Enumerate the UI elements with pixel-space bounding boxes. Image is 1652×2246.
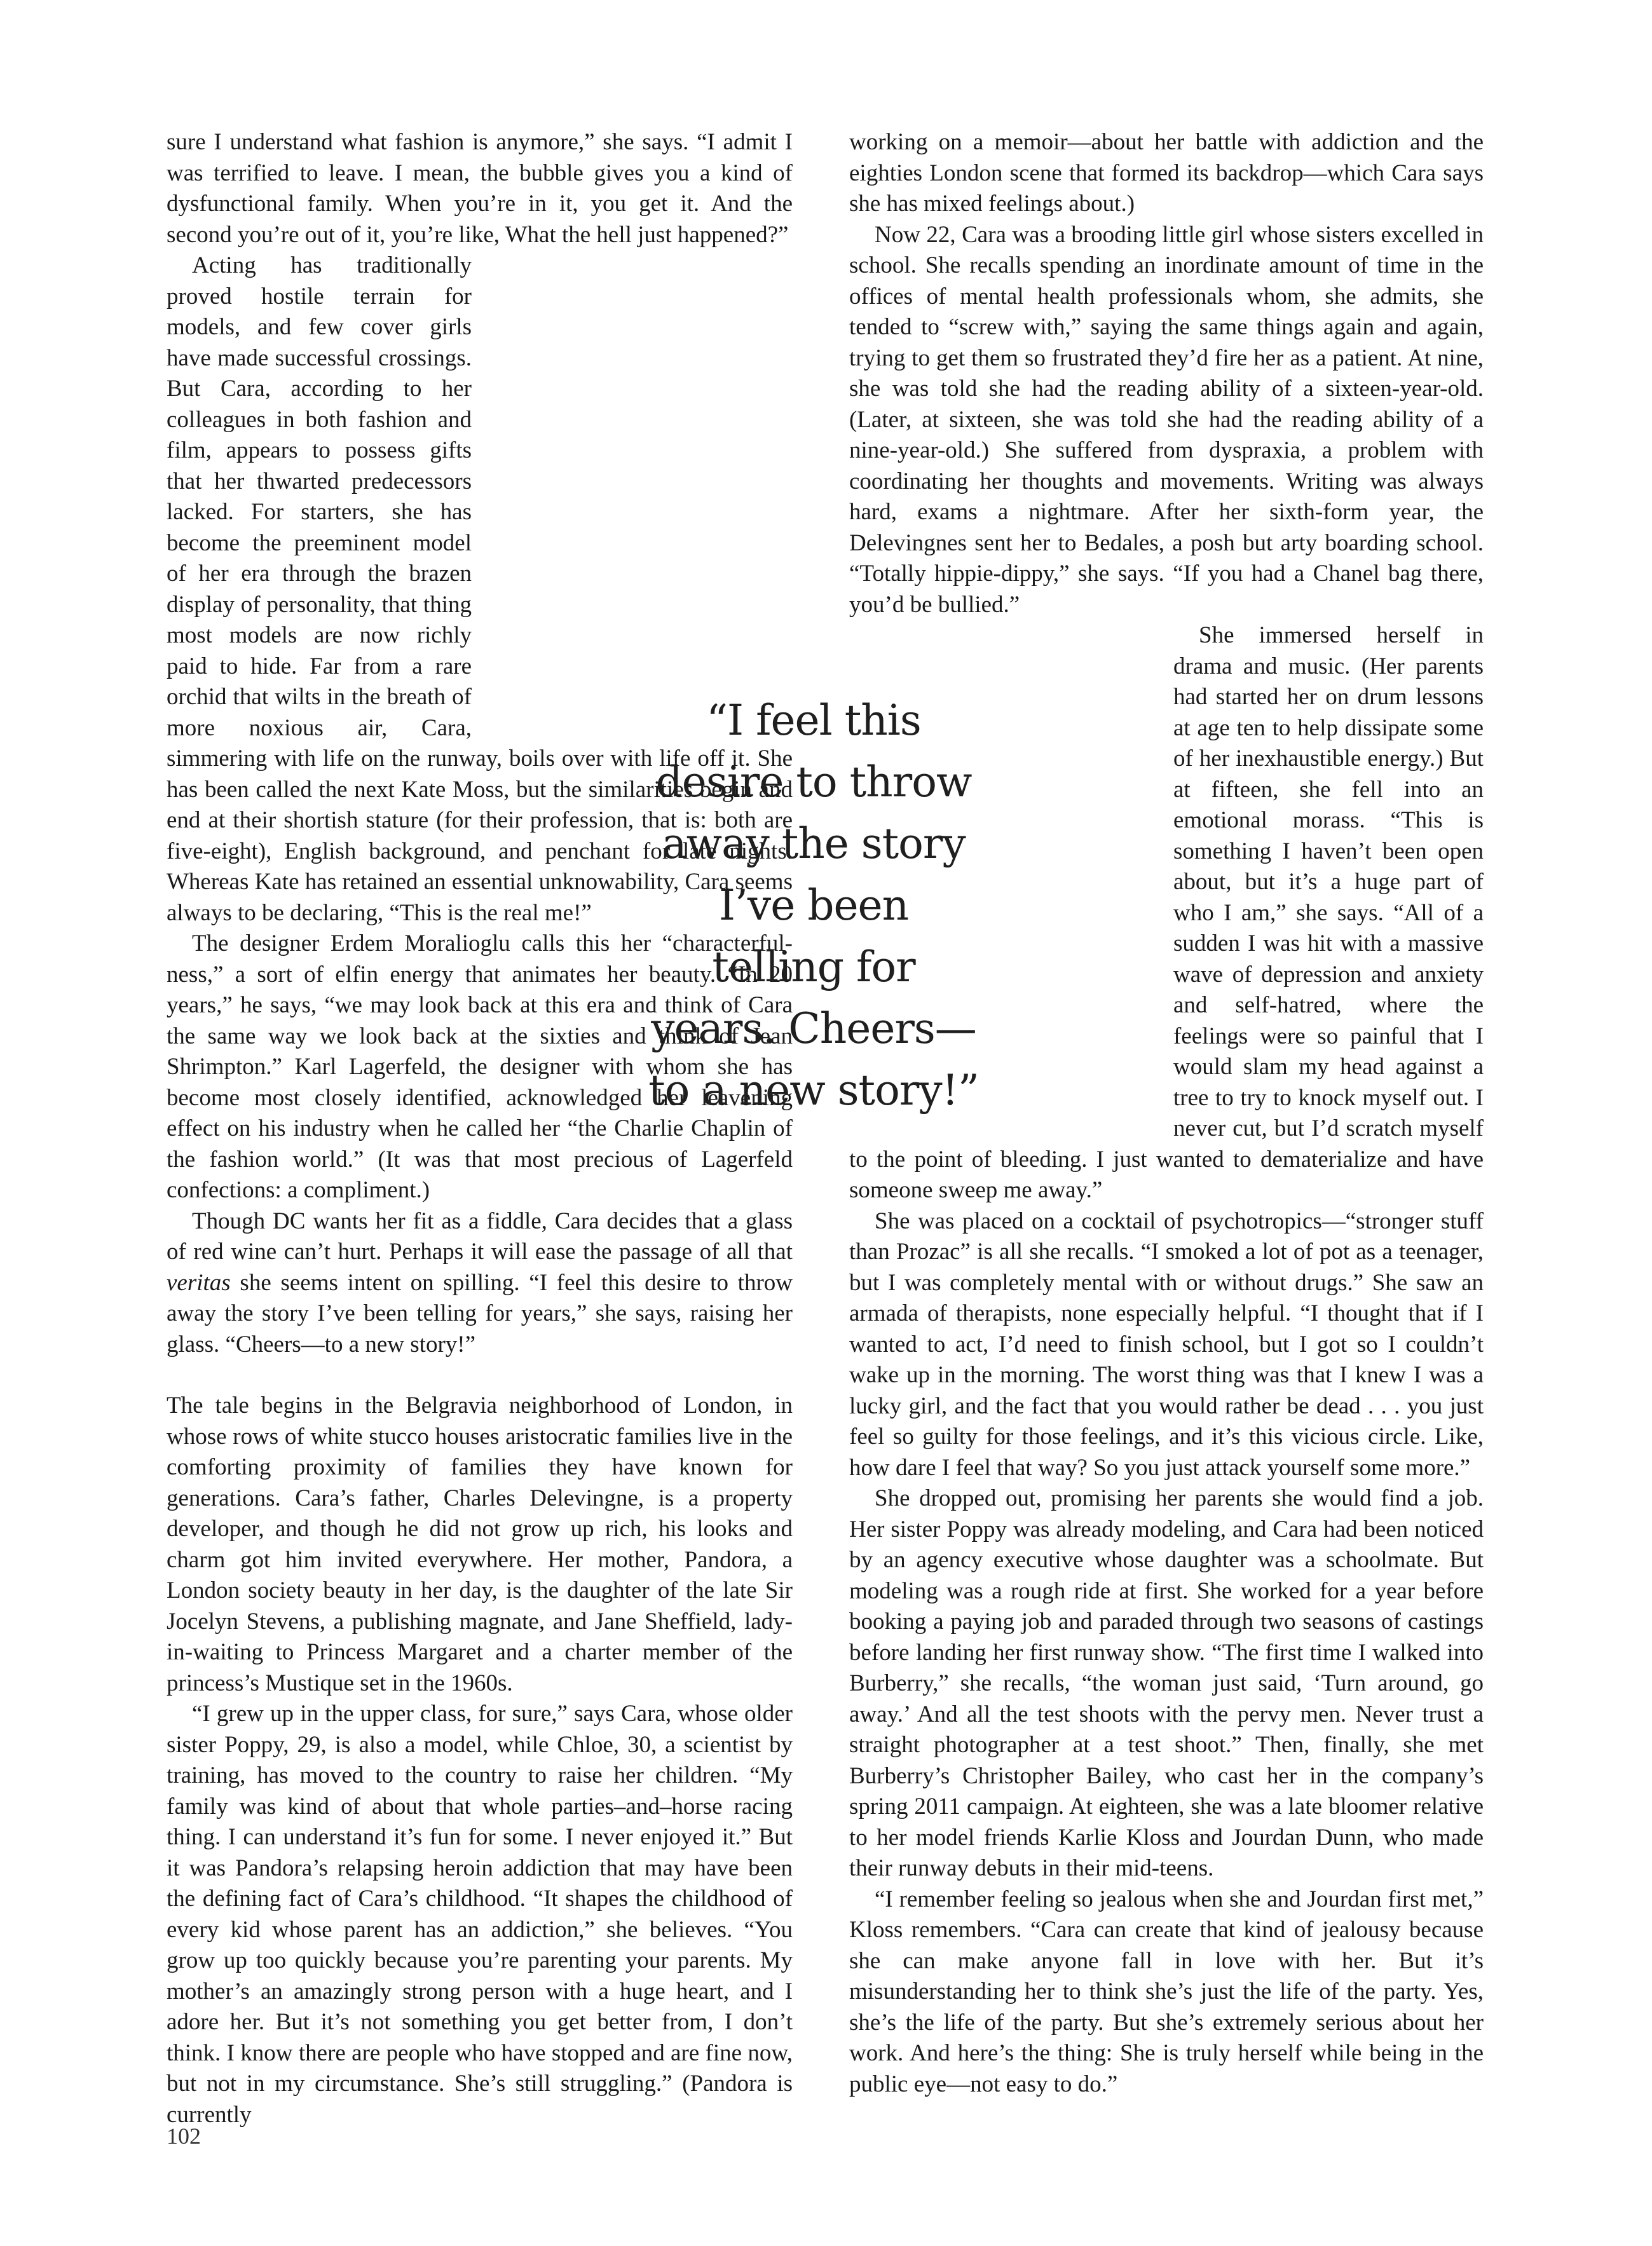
paragraph-text: Acting has traditionally proved hostile terrain for models, and few cover girls have made successful crossings. But Cara, according to her colleagues in both fashion and film, appears to possess gifts that her thwarted predecessors lacked. For starters, she has become the preeminent model of her era through the brazen display of personality, that thing most models are now richly paid to hide. Far from a rare orchid that wilts in the breath of more noxious air, Cara, simmering with life on the runway, boils over with life off it. She has been called the next Kate Moss, but the similarities begin and end at their shortish stature (for their profession, that is: both are five-eight), English background, and penchant for late nights. Whereas Kate has retained an essential unknowability, Cara seems always to be declaring, “This is the real me!” xyxy=(167,252,793,926)
paragraph: She dropped out, promising her parents she would find a job. Her sister Poppy was already modeling, and Cara had been noticed by an agency executive whose daughter was a schoolmate. But modeling was a rough ride at first. She worked for a year before booking a paying job and paraded through two seasons of castings before landing her first runway show. “The first time I walked into Burberry,” she recalls, “the woman just said, ‘Turn around, go away.’ And all the test shoots with the pervy men. Never trust a straight photographer at a test shoot.” Then, finally, she met Burberry’s Christopher Bailey, who cast her in the company’s spring 2011 campaign. At eighteen, she was a late bloomer relative to her model friends Karlie Kloss and Jourdan Dunn, who made their runway debuts in their mid-teens. xyxy=(849,1485,1484,1881)
page-number: 102 xyxy=(167,2123,201,2149)
section-start-paragraph: The tale begins in the Belgravia neighborhood of London, in whose rows of white stucco houses aristocratic families live in the comforting proximity of families they have known for generations. Cara’s father, Charles Delevingne, is a property developer, and though he did not grow up rich, his looks and charm got him invited everywhere. Her mother, Pandora, a London society beauty in her day, is the daughter of the late Sir Jocelyn Stevens, a publishing magnate, and Jane Sheffield, lady-in-waiting to Princess Margaret and a charter member of the princess’s Mustique set in the 1960s. xyxy=(167,1392,793,1696)
paragraph: Now 22, Cara was a brooding little girl whose sisters excelled in school. She recalls spending an inordinate amount of time in the offices of mental health professionals whom, she admits, she tended to “screw with,” saying the same things again and again, trying to get them so frustrated they’d fire her as a patient. At nine, she was told she had the reading ability of a sixteen-year-old. (Later, at sixteen, she was told she had the reading ability of a nine-year-old.) She suffered from dyspraxia, a problem with coordinating her thoughts and movements. Writing was always hard, exams a nightmare. After her sixth-form year, the Delevingnes sent her to Bedales, a posh but arty boarding school. “Totally hippie-dippy,” she says. “If you had a Chanel bag there, you’d be bullied.” xyxy=(849,221,1484,618)
left-column xyxy=(167,127,793,2130)
paragraph: The designer Erdem Moralioglu calls this her “characterful-ness,” a sort of elfin energy that animates her beauty. “In 20 years,” he says, “we may look back at this era and think of Cara the same way we look back at the sixties and think of Jean Shrimpton.” Karl Lagerfeld, the designer with whom she has become most closely identified, acknowledged her leavening effect on his industry when he called her “the Charlie Chaplin of the fashion world.” (It was that most precious of Lagerfeld confections: a compliment.) xyxy=(167,930,793,1203)
paragraph: working on a memoir—about her battle with addiction and the eighties London scene that formed its backdrop—which Cara says she has mixed feelings about.) xyxy=(849,129,1484,217)
paragraph: “I grew up in the upper class, for sure,” says Cara, whose older sister Poppy, 29, is also a model, while Chloe, 30, a scientist by training, has moved to the country to raise her children. “My family was kind of about that whole parties–and–horse racing thing. I can understand it’s fun for some. I never enjoyed it.” But it was Pandora’s relapsing heroin addiction that may have been the defining fact of Cara’s childhood. “It shapes the childhood of every kid whose parent has an addiction,” she believes. “You grow up too quickly because you’re parenting your parents. My mother’s an amazingly strong person with a huge heart, and I adore her. But it’s not something you get better from, I don’t think. I know there are people who have stopped and are fine now, but not in my circumstance. She’s still struggling.” (Pandora is currently xyxy=(167,1701,793,2128)
paragraph: She was placed on a cocktail of psychotropics—“stronger stuff than Prozac” is all she recalls. “I smoked a lot of pot as a teenager, but I was completely mental with or without drugs.” She saw an armada of therapists, none especially helpful. “I thought that if I wanted to act, I’d need to finish school, but I got so I couldn’t wake up in the morning. The worst thing was that I knew I was a lucky girl, and the fact that you would rather be dead . . . you just feel so guilty for those feelings, and it’s this vicious circle. Like, how dare I feel that way? So you just attack yourself some more.” xyxy=(849,1208,1484,1481)
paragraph: sure I understand what fashion is anymore,” she says. “I admit I was terrified to leave. I mean, the bubble gives you a kind of dysfunctional family. When you’re in it, you get it. And the second you’re out of it, you’re like, What the hell just happened?” xyxy=(167,129,793,248)
paragraph-text: Though DC wants her fit as a fiddle, Cara decides that a glass of red wine can’t hurt. Perhaps it will ease the passage of all that xyxy=(167,1208,793,1265)
paragraph-text: She immersed herself in drama and music. (Her parents had started her on drum lessons at age ten to help dissipate some of her inexhaustible energy.) But at fifteen, she fell into an emotional morass. “This is something I haven’t been open about, but it’s a huge part of who I am,” she says. “All of a sudden I was hit with a massive wave of depression and anxiety and self-hatred, where the feelings were so painful that I would slam my head against a tree to try to knock myself out. I never cut, but I’d scratch myself to the point of bleeding. I just wanted to dematerialize and have someone sweep me away.” xyxy=(849,622,1484,1203)
paragraph xyxy=(167,1206,793,1361)
italic-word: veritas xyxy=(167,1269,231,1296)
pull-quote: “I feel this desire to throw away the story I’ve been telling for years. Cheers—to a new story!” xyxy=(648,696,979,1115)
paragraph: “I remember feeling so jealous when she and Jourdan first met,” Kloss remembers. “Cara can create that kind of jealousy because she can make anyone fall in love with her. But it’s misunderstanding her to think she’s just the life of the party. Yes, she’s the life of the party. But she’s extremely serious about her work. And here’s the thing: She is truly herself while being in the public eye—not easy to do.” xyxy=(849,1886,1484,2097)
paragraph-text: she seems intent on spilling. “I feel this desire to throw away the story I’ve been telling for years,” she says, raising her glass. “Cheers—to a new story!” xyxy=(167,1269,793,1358)
pull-quote-gap xyxy=(484,254,793,731)
